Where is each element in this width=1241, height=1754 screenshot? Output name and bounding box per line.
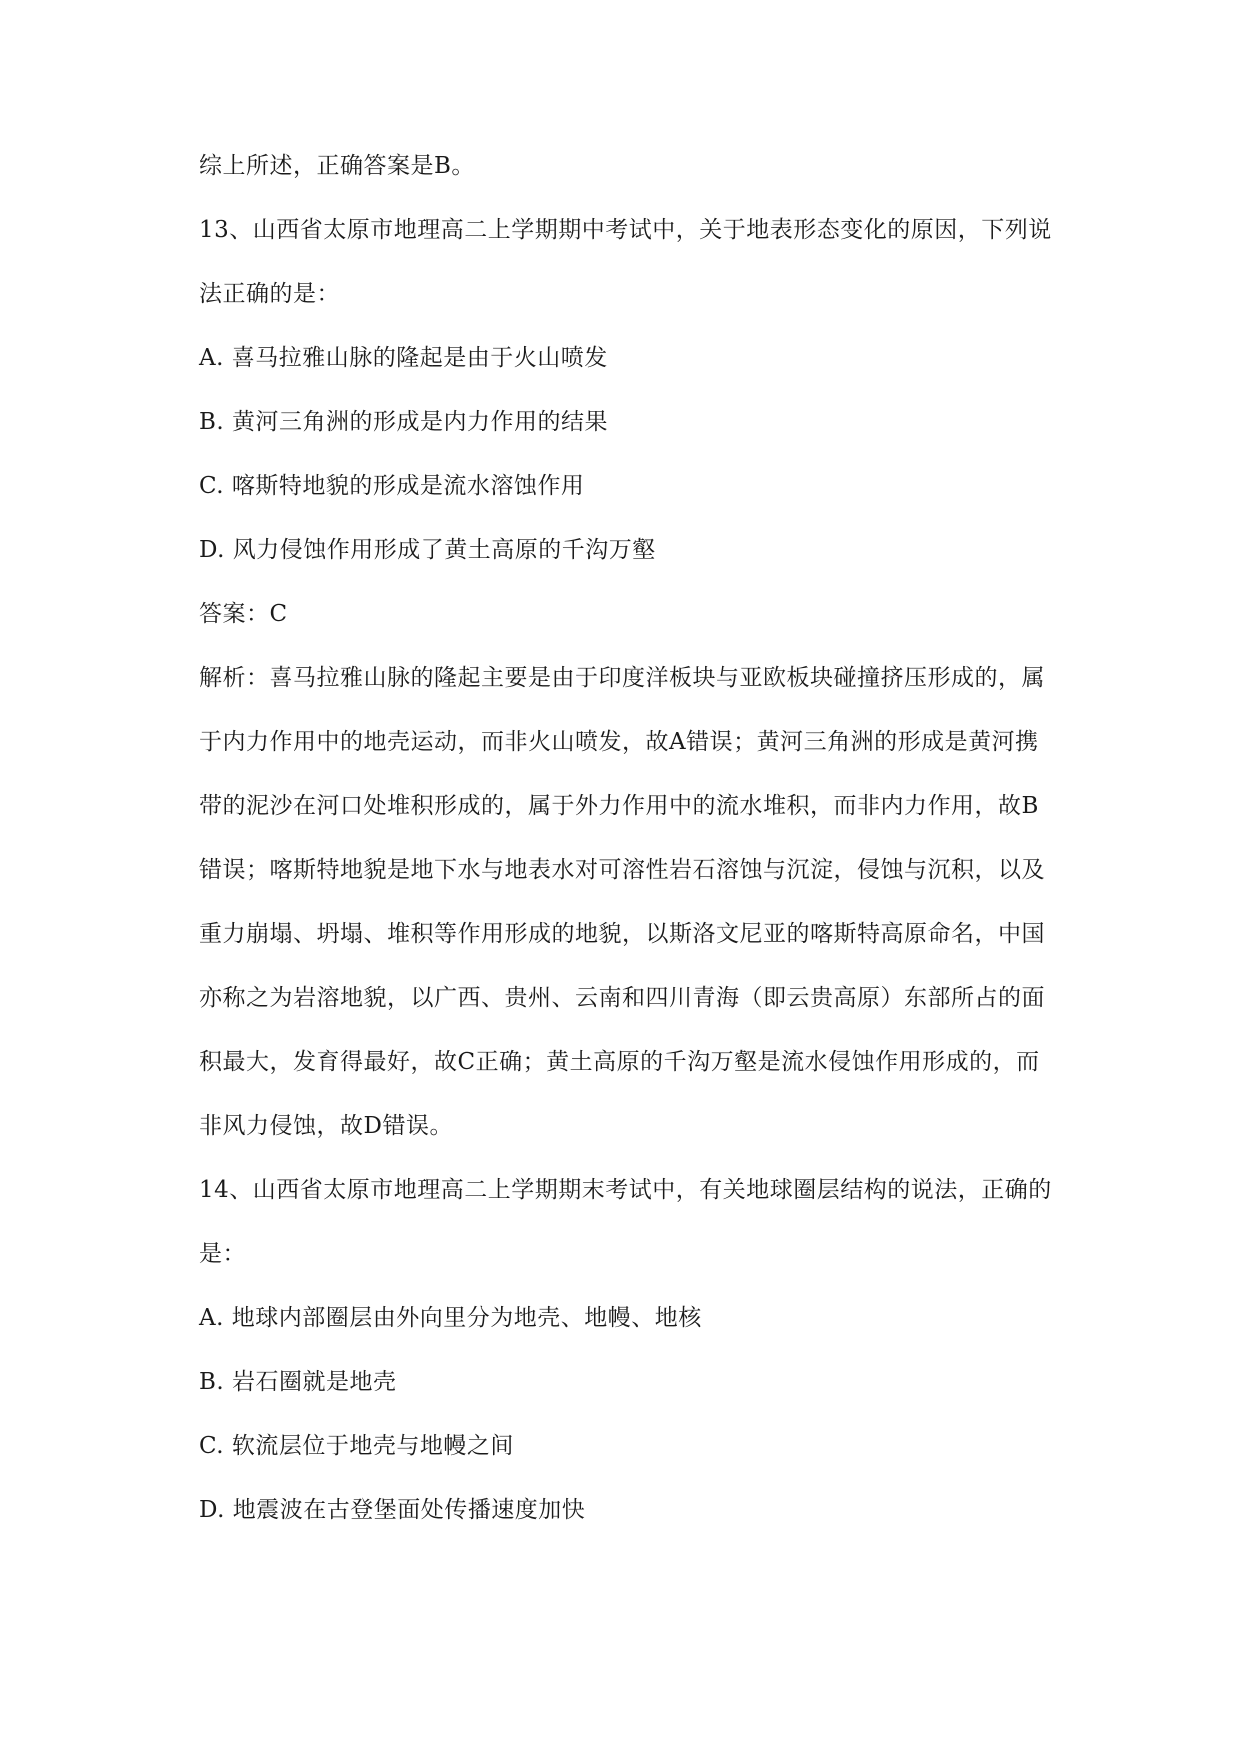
- summary-conclusion: 综上所述，正确答案是B。: [199, 153, 475, 179]
- question-13-option-c: C. 喀斯特地貌的形成是流水溶蚀作用: [199, 473, 585, 499]
- question-13-answer: 答案：C: [199, 601, 288, 627]
- question-14-option-a: A. 地球内部圈层由外向里分为地壳、地幔、地核: [199, 1305, 702, 1331]
- question-14-option-c: C. 软流层位于地壳与地幔之间: [199, 1433, 514, 1459]
- question-13-analysis-line: 带的泥沙在河口处堆积形成的，属于外力作用中的流水堆积，而非内力作用，故B: [199, 793, 1039, 819]
- question-14-stem: 14、山西省太原市地理高二上学期期末考试中，有关地球圈层结构的说法，正确的: [199, 1177, 1052, 1203]
- question-13-analysis-line: 错误；喀斯特地貌是地下水与地表水对可溶性岩石溶蚀与沉淀，侵蚀与沉积，以及: [199, 857, 1045, 883]
- question-13-stem-continued: 法正确的是：: [199, 281, 340, 307]
- question-13-analysis-line: 解析：喜马拉雅山脉的隆起主要是由于印度洋板块与亚欧板块碰撞挤压形成的，属: [199, 665, 1045, 691]
- question-14-stem-continued: 是：: [199, 1241, 246, 1267]
- question-13-analysis-line: 于内力作用中的地壳运动，而非火山喷发，故A错误；黄河三角洲的形成是黄河携: [199, 729, 1039, 755]
- question-13-stem: 13、山西省太原市地理高二上学期期中考试中，关于地表形态变化的原因，下列说: [199, 217, 1052, 243]
- question-13-option-b: B. 黄河三角洲的形成是内力作用的结果: [199, 409, 609, 435]
- question-13-analysis-line: 亦称之为岩溶地貌，以广西、贵州、云南和四川青海（即云贵高原）东部所占的面: [199, 985, 1045, 1011]
- question-14-option-b: B. 岩石圈就是地壳: [199, 1369, 397, 1395]
- question-13-option-d: D. 风力侵蚀作用形成了黄土高原的千沟万壑: [199, 537, 656, 563]
- question-13-analysis-line: 非风力侵蚀，故D错误。: [199, 1113, 453, 1139]
- question-13-analysis-line: 积最大，发育得最好，故C正确；黄土高原的千沟万壑是流水侵蚀作用形成的，而: [199, 1049, 1040, 1075]
- question-13-analysis-line: 重力崩塌、坍塌、堆积等作用形成的地貌，以斯洛文尼亚的喀斯特高原命名，中国: [199, 921, 1045, 947]
- question-13-option-a: A. 喜马拉雅山脉的隆起是由于火山喷发: [199, 345, 608, 371]
- question-14-option-d: D. 地震波在古登堡面处传播速度加快: [199, 1497, 586, 1523]
